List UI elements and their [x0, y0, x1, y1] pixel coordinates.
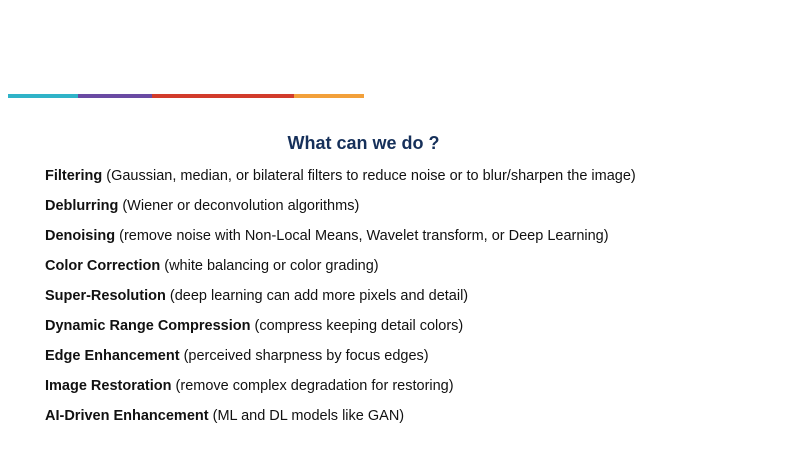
item-term: Super-Resolution — [45, 288, 166, 304]
item-term: Edge Enhancement — [45, 348, 180, 364]
accent-bar — [8, 94, 364, 98]
item-description: (white balancing or color grading) — [164, 258, 379, 274]
item-description: (remove noise with Non-Local Means, Wavelet transform, or Deep Learning) — [119, 228, 609, 244]
item-term: Dynamic Range Compression — [45, 318, 251, 334]
accent-bar-segment-teal — [8, 94, 78, 98]
accent-bar-segment-purple — [78, 94, 152, 98]
list-item — [45, 166, 785, 196]
item-term: AI-Driven Enhancement — [45, 408, 209, 424]
list-item — [45, 256, 785, 286]
technique-list — [45, 166, 785, 436]
item-description: (ML and DL models like GAN) — [212, 408, 405, 424]
slide-title: What can we do ? — [287, 133, 440, 153]
item-description: (perceived sharpness by focus edges) — [183, 348, 429, 364]
list-item — [45, 196, 785, 226]
item-term: Color Correction — [45, 258, 161, 274]
list-item — [45, 316, 785, 346]
item-description: (compress keeping detail colors) — [254, 318, 464, 334]
accent-bar-segment-orange — [294, 94, 364, 98]
item-description: (Wiener or deconvolution algorithms) — [122, 198, 360, 214]
accent-bar-segment-red — [152, 94, 294, 98]
item-description: (Gaussian, median, or bilateral filters to reduce noise or to blur/sharpen the image) — [106, 168, 636, 184]
list-item — [45, 286, 785, 316]
item-term: Denoising — [45, 228, 116, 244]
list-item — [45, 346, 785, 376]
list-item — [45, 406, 785, 436]
item-description: (deep learning can add more pixels and detail) — [169, 288, 469, 304]
list-item — [45, 226, 785, 256]
item-term: Filtering — [45, 168, 103, 184]
item-description: (remove complex degradation for restoring) — [175, 378, 454, 394]
list-item — [45, 376, 785, 406]
item-term: Deblurring — [45, 198, 119, 214]
item-term: Image Restoration — [45, 378, 172, 394]
